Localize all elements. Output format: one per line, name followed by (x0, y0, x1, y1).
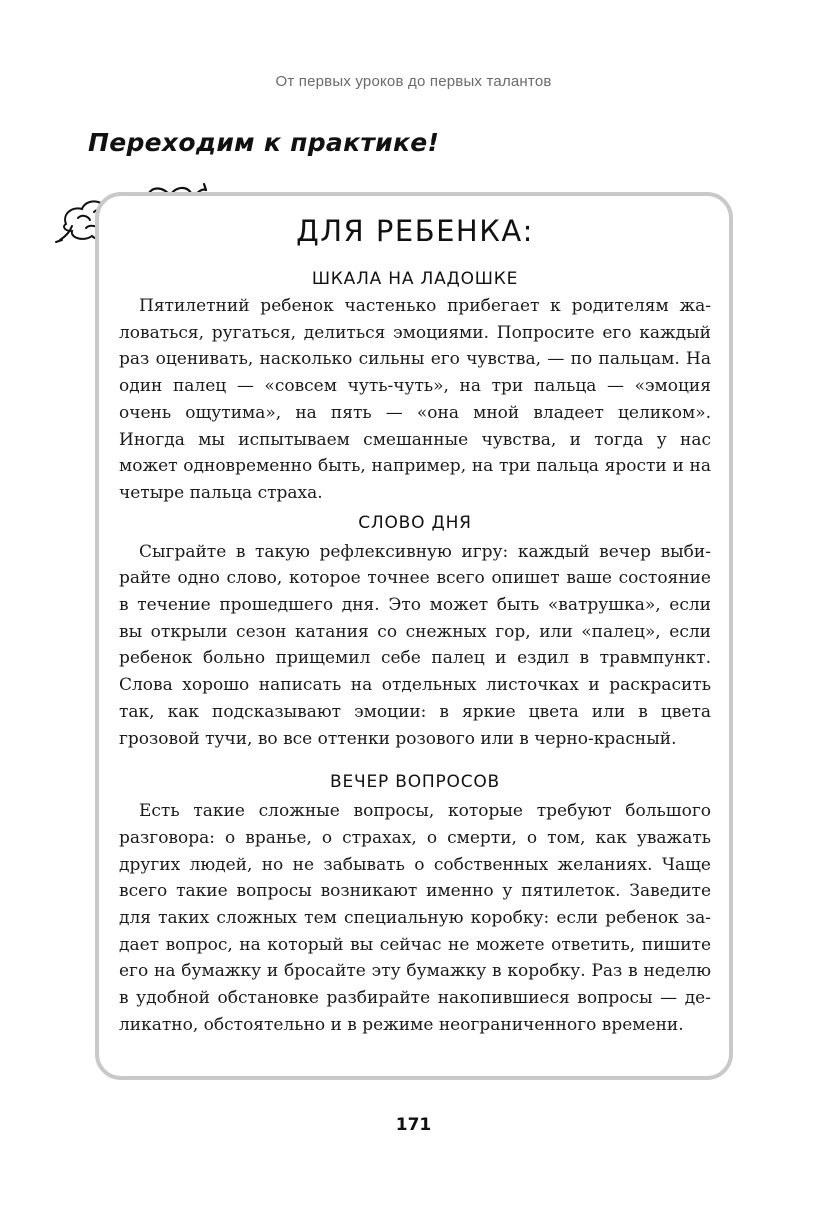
section-title: Переходим к практике! (88, 128, 440, 157)
section-text-word-of-day: Сыграйте в такую рефлексивную игру: каждый вечер выбирайте одно слово, которое точнее всего опишет ваше состояние в течение прошедшего дня. Это может быть «ватрушка», если вы открыли сезон катания со снежных гор, или «палец», если ребенок больно прищемил себе палец и ездил в травмпункт. Слова хорошо написать на отдельных листочках и раскрасить так, как подсказывают эмоции: в яркие цвета или в цвета грозовой тучи, во все оттенки розового или в черно-красный. (119, 541, 711, 749)
box-title: ДЛЯ РЕБЕНКА: (296, 214, 534, 248)
section-text-palm-scale: Пятилетний ребенок частенько прибегает к родителям жаловаться, ругаться, делиться эмоциями. Попросите его каждый раз оценивать, насколько сильны его чувства, — по пальцам. На один палец — «совсем чуть-чуть», на три пальца — «эмоция очень ощутима», на пять — «она мной владеет целиком». Иногда мы испытываем смешанные чувства, и тогда у нас может одновременно быть, например, на три пальца ярости и на четыре пальца страха. (119, 296, 711, 503)
running-head: От первых уроков до первых талантов (275, 73, 552, 90)
section-heading-questions-evening: ВЕЧЕР ВОПРОСОВ (329, 772, 501, 793)
section-heading-word-of-day: СЛОВО ДНЯ (358, 512, 472, 533)
practice-box (95, 192, 733, 1080)
page-number: 171 (395, 1115, 432, 1135)
section-text-questions-evening: Есть такие сложные вопросы, которые требуют большого разговора: о вранье, о страхах, о смерти, о том, как уважать других людей, но не забывать о собственных желаниях. Чаще всего такие вопросы возникают именно у пятилеток. Заведите для таких сложных тем специальную коробку: если ребенок задает вопрос, на который вы сейчас не можете ответить, пишите его на бумажку и бросайте эту бумажку в коробку. Раз в неделю в удобной обстановке разбирайте накопившиеся вопросы — деликатно, обстоятельно и в режиме неограниченного времени. (119, 801, 711, 1035)
section-heading-palm-scale: ШКАЛА НА ЛАДОШКЕ (311, 269, 519, 289)
